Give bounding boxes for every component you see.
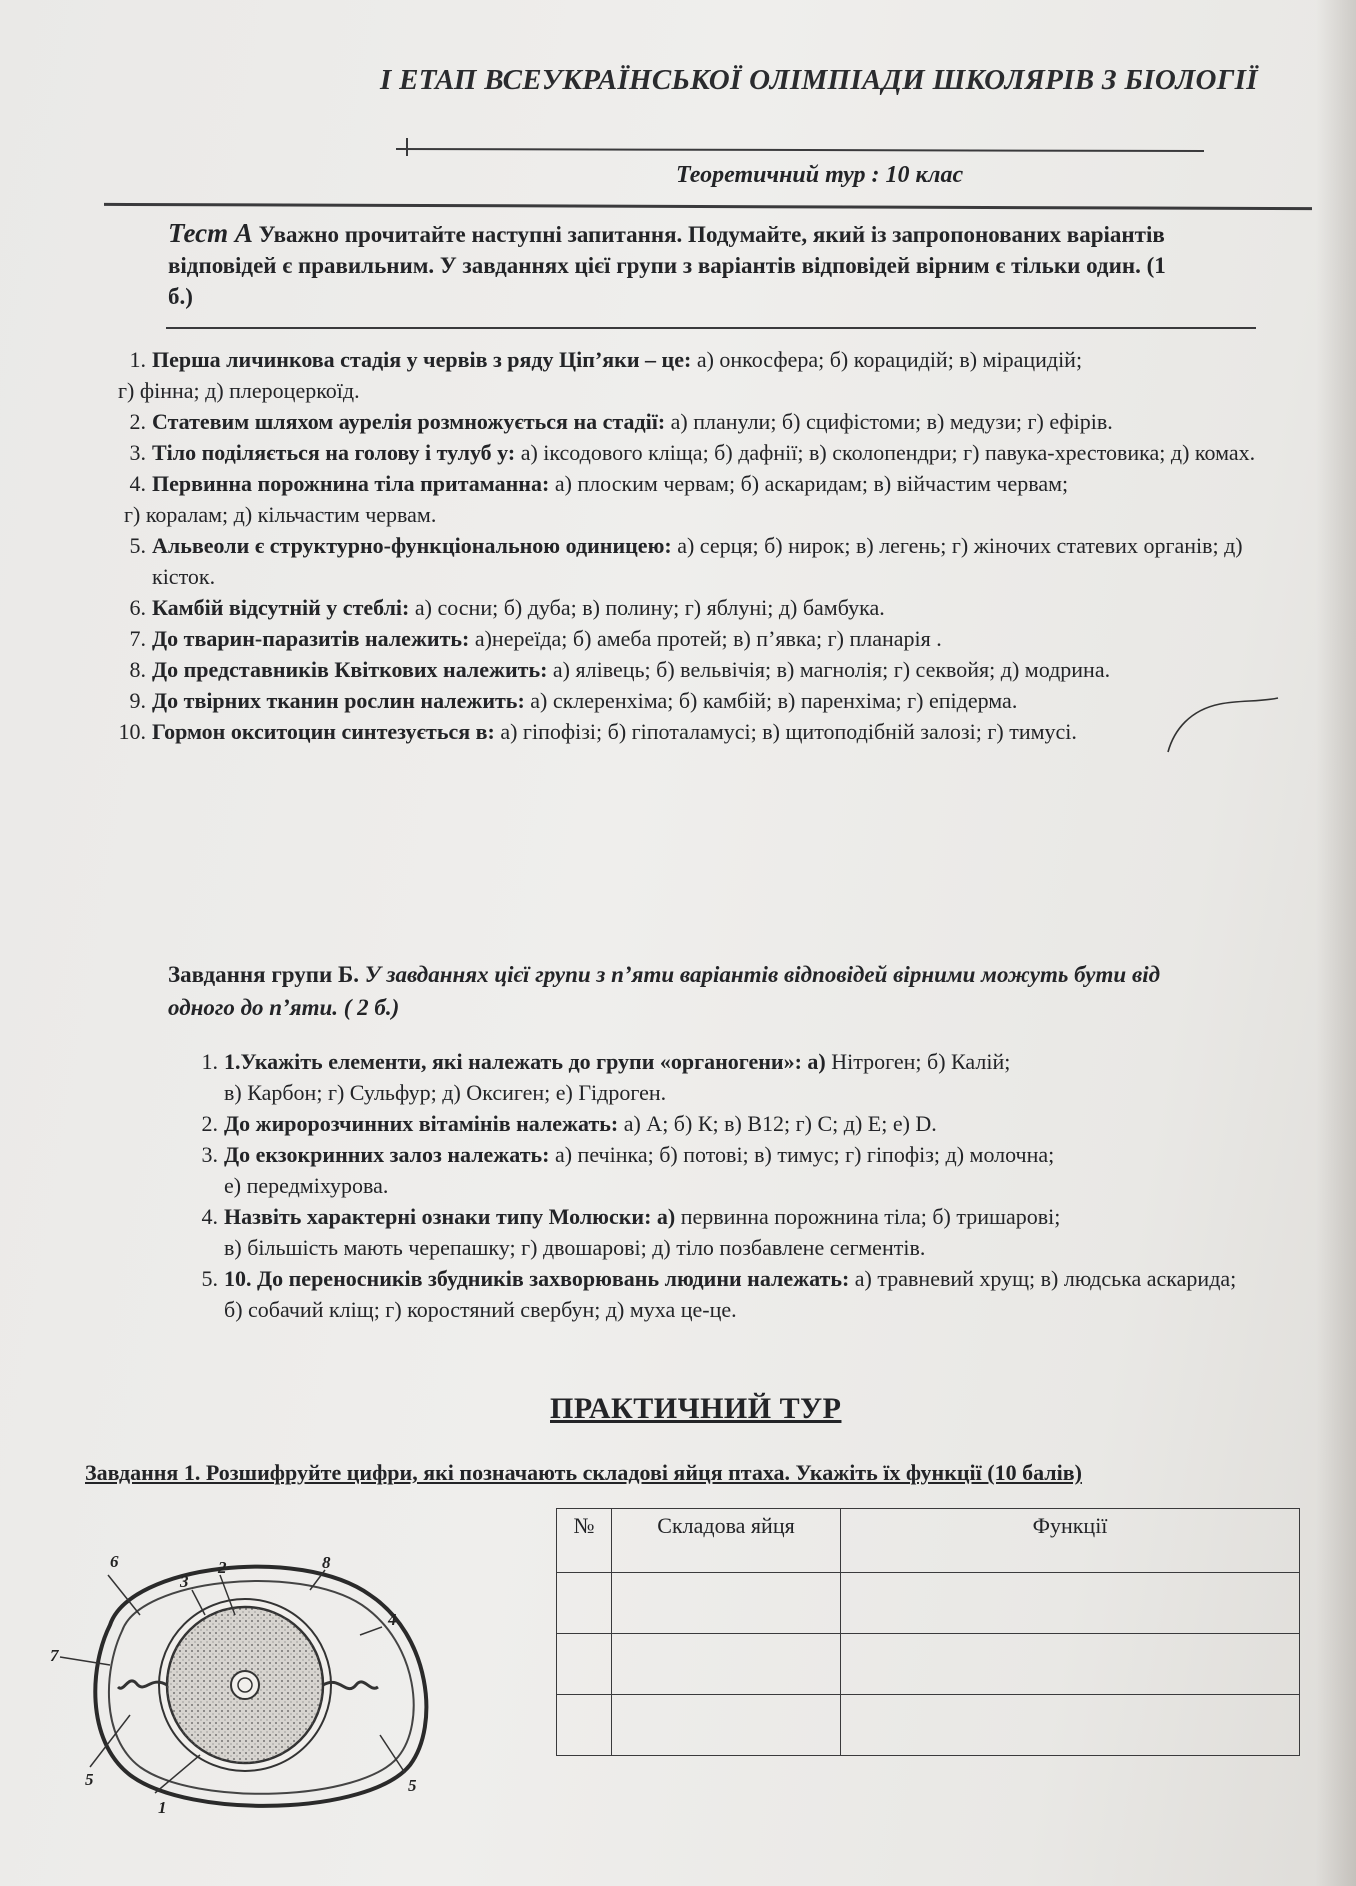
table-cell[interactable] — [612, 1695, 841, 1756]
question-stem: Первинна порожнина тіла притаманна: — [152, 471, 550, 496]
table-row — [557, 1573, 1300, 1634]
question-stem: До жиророзчинних вітамінів належать: — [224, 1111, 619, 1136]
question-stem: До твірних тканин рослин належить: — [152, 688, 525, 713]
list-item — [182, 1139, 1242, 1170]
page-subtitle: Теоретичний тур : 10 клас — [676, 162, 964, 188]
list-item — [110, 623, 1260, 654]
test-a-instructions — [168, 218, 1178, 312]
egg-diagram — [40, 1535, 460, 1835]
question-number: 1. — [129, 347, 146, 372]
figure-label: 7 — [50, 1646, 59, 1665]
question-number: 4. — [129, 471, 146, 496]
question-options: а) плоским червам; б) аскаридам; в) війчастим червам; — [549, 471, 1069, 496]
questions-a-list — [110, 344, 1260, 747]
page-title: I ЕТАП ВСЕУКРАЇНСЬКОЇ ОЛІМПІАДИ ШКОЛЯРІВ З БІОЛОГІЇ — [380, 64, 1258, 96]
question-options: а) гіпофізі; б) гіпоталамусі; в) щитоподібній залозі; г) тимусі. — [494, 719, 1077, 744]
question-number: 8. — [129, 657, 146, 682]
question-stem: 10. До переносників збудників захворювань людини належать: — [224, 1266, 850, 1291]
list-item — [110, 437, 1260, 468]
question-options: а) А; б) К; в) В12; г) С; д) Е; е) D. — [618, 1111, 937, 1136]
table-cell[interactable] — [557, 1573, 612, 1634]
list-item — [182, 1201, 1242, 1232]
question-options: а) склеренхіма; б) камбій; в) паренхіма; г) епідерма. — [524, 688, 1018, 713]
table-cell[interactable] — [557, 1695, 612, 1756]
label-line-7 — [60, 1657, 110, 1665]
question-options-continued: г) фінна; д) плероцеркоїд. — [118, 378, 360, 403]
question-stem: Статевим шляхом аурелія розмножується на стадії: — [152, 409, 666, 434]
table-row — [557, 1695, 1300, 1756]
group-b-instructions — [168, 958, 1218, 1024]
germinal-disc — [231, 1671, 259, 1699]
test-a-text: Уважно прочитайте наступні запитання. Подумайте, який із запропонованих варіантів відповідей є правильним. У завданнях цієї групи з варіантів відповідей вірним є тільки один. (1 б.) — [168, 222, 1166, 309]
questions-b-list — [182, 1046, 1242, 1325]
question-number: 2. — [201, 1111, 218, 1136]
question-number: 3. — [201, 1142, 218, 1167]
question-options: а) онкосфера; б) корацидій; в) мірацидій; — [691, 347, 1083, 372]
question-options-continued: г) коралам; д) кільчастим червам. — [124, 502, 437, 527]
list-item — [182, 1263, 1242, 1325]
test-a-lead: Тест А — [168, 218, 253, 248]
figure-label: 6 — [110, 1552, 119, 1571]
table-row — [557, 1634, 1300, 1695]
question-options: а) сосни; б) дуба; в) полину; г) яблуні; д) бамбука. — [409, 595, 885, 620]
question-number: 5. — [201, 1266, 218, 1291]
list-item — [182, 1108, 1242, 1139]
table-header-num: № — [557, 1509, 612, 1573]
label-line-4 — [360, 1627, 382, 1635]
list-item — [110, 685, 1260, 716]
list-item — [110, 716, 1260, 747]
question-stem: Назвіть характерні ознаки типу Молюски: а) — [224, 1204, 676, 1229]
question-options-continued: в) більшість мають черепашку; г) двошарові; д) тіло позбавлене сегментів. — [224, 1235, 926, 1260]
question-options-continued: е) передміхурова. — [224, 1173, 389, 1198]
question-number: 2. — [129, 409, 146, 434]
question-options: Нітроген; б) Калій; — [825, 1049, 1011, 1074]
table-cell[interactable] — [612, 1634, 841, 1695]
question-stem: Альвеоли є структурно-функціональною одиницею: — [152, 533, 672, 558]
title-underline-tick — [406, 138, 408, 156]
table-cell[interactable] — [557, 1634, 612, 1695]
question-options: а) іксодового кліща; б) дафнії; в) сколопендри; г) павука-хрестовика; д) комах. — [515, 440, 1256, 465]
practical-title: ПРАКТИЧНИЙ ТУР — [550, 1392, 842, 1425]
question-options: а) печінка; б) потові; в) тимус; г) гіпофіз; д) молочна; — [549, 1142, 1055, 1167]
question-stem: До представників Квіткових належить: — [152, 657, 548, 682]
figure-label: 2 — [218, 1558, 227, 1577]
figure-label: 4 — [388, 1610, 397, 1629]
question-number: 3. — [129, 440, 146, 465]
figure-label: 1 — [158, 1798, 167, 1817]
list-item — [110, 406, 1260, 437]
list-item — [110, 468, 1260, 499]
question-stem: 1.Укажіть елементи, які належать до групи «органогени»: а) — [224, 1049, 826, 1074]
table-cell[interactable] — [612, 1573, 841, 1634]
table-cell[interactable] — [841, 1573, 1300, 1634]
table-cell[interactable] — [841, 1695, 1300, 1756]
question-stem: Гормон окситоцин синтезується в: — [152, 719, 495, 744]
figure-label: 8 — [322, 1553, 331, 1572]
question-number: 6. — [129, 595, 146, 620]
group-b-text: У завданнях цієї групи з п’яти варіантів відповідей вірними можуть бути від одного до п’яти. ( 2 б.) — [168, 962, 1161, 1020]
list-item — [182, 1046, 1242, 1077]
egg-answer-table — [556, 1508, 1300, 1756]
page-edge-shadow — [1316, 0, 1356, 1886]
figure-label: 3 — [180, 1572, 189, 1591]
list-item — [110, 654, 1260, 685]
pen-mark — [1160, 690, 1290, 760]
label-line-3 — [192, 1590, 205, 1615]
question-number: 5. — [129, 533, 146, 558]
question-options: первинна порожнина тіла; б) тришарові; — [675, 1204, 1061, 1229]
table-header-function: Функції — [841, 1509, 1300, 1573]
test-a-rule — [166, 327, 1256, 329]
question-options: а) ялівець; б) вельвічія; в) магнолія; г) секвойя; д) модрина. — [547, 657, 1111, 682]
question-stem: До тварин-паразитів належить: — [152, 626, 470, 651]
question-options: а) серця; б) нирок; в) легень; г) жіночих статевих органів; д) кісток. — [152, 533, 1243, 589]
table-cell[interactable] — [841, 1634, 1300, 1695]
question-number: 1. — [201, 1049, 218, 1074]
question-options: а) травневий хрущ; в) людська аскарида; б) собачий кліщ; г) коростяний свербун; д) муха це-це. — [224, 1266, 1237, 1322]
question-stem: Перша личинкова стадія у червів з ряду Ціп’яки – це: — [152, 347, 692, 372]
list-item — [110, 344, 1260, 375]
group-b-title: Завдання групи Б. — [168, 962, 359, 987]
question-number: 9. — [129, 688, 146, 713]
label-line-5a — [90, 1715, 130, 1767]
question-number: 10. — [118, 719, 146, 744]
question-stem: Тіло поділяється на голову і тулуб у: — [152, 440, 516, 465]
list-item — [110, 592, 1260, 623]
question-stem: До екзокринних залоз належать: — [224, 1142, 550, 1167]
task1-text: Завдання 1. Розшифруйте цифри, які позначають складові яйця птаха. Укажіть їх функції (10 балів) — [85, 1460, 1082, 1485]
question-options: а)нереїда; б) амеба протей; в) п’явка; г) планарія . — [469, 626, 942, 651]
question-number: 4. — [201, 1204, 218, 1229]
question-number: 7. — [129, 626, 146, 651]
question-options-continued: в) Карбон; г) Сульфур; д) Оксиген; е) Гідроген. — [224, 1080, 667, 1105]
table-header-part: Складова яйця — [612, 1509, 841, 1573]
figure-label: 5 — [85, 1770, 94, 1789]
table-header-row — [557, 1509, 1300, 1573]
question-options: а) планули; б) сцифістоми; в) медузи; г) ефірів. — [665, 409, 1113, 434]
figure-label: 5 — [408, 1776, 417, 1795]
question-stem: Камбій відсутній у стеблі: — [152, 595, 410, 620]
list-item — [110, 530, 1260, 592]
